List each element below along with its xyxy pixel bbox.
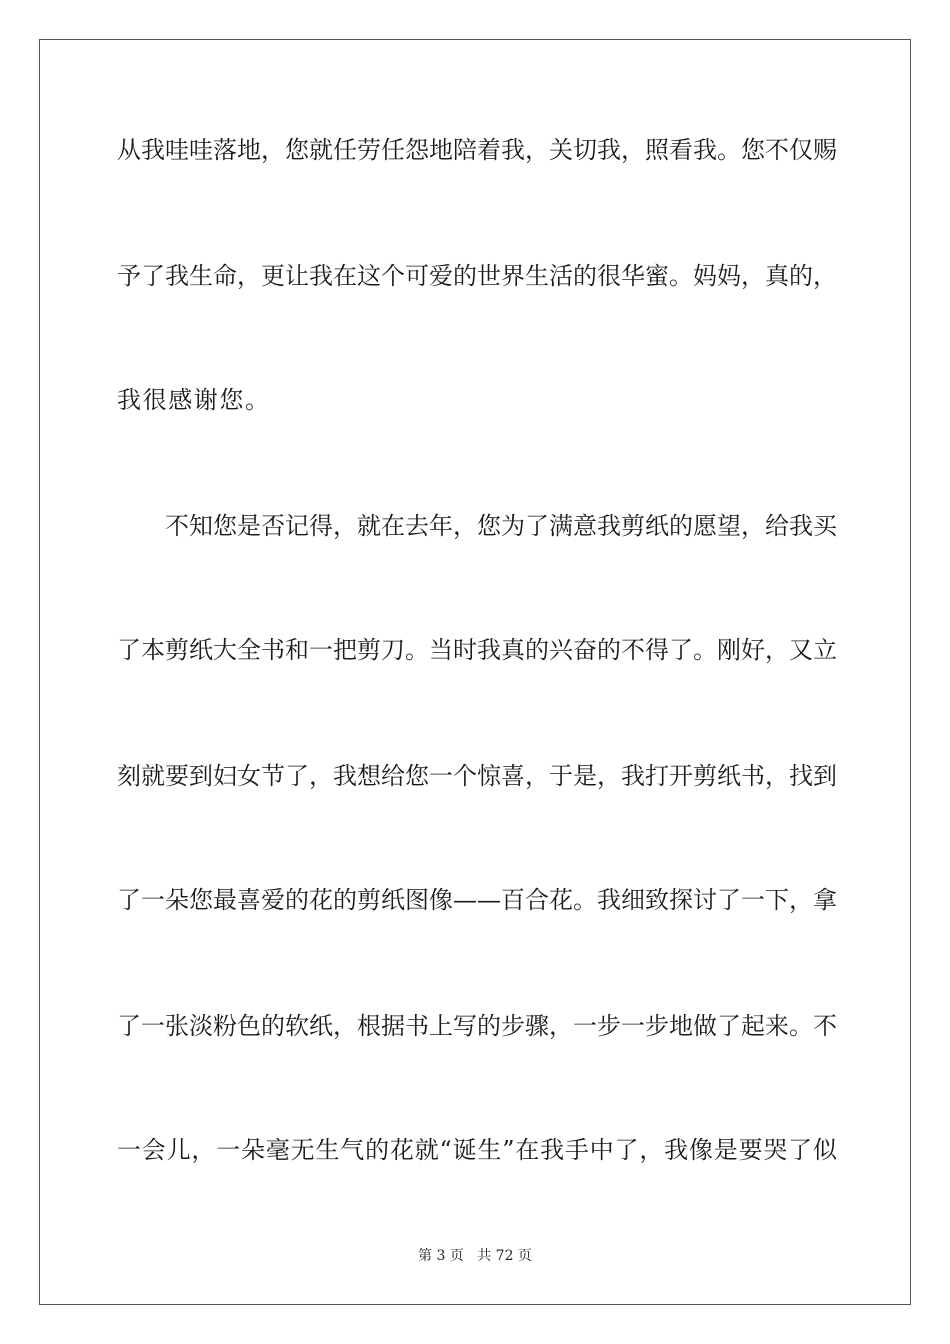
page-border — [39, 39, 911, 1305]
text-line-8: 了一张淡粉色的软纸，根据书上写的步骤，一步一步地做了起来。不 — [117, 1012, 837, 1040]
text-line-4: 不知您是否记得，就在去年，您为了满意我剪纸的愿望，给我买 — [165, 512, 837, 540]
text-line-1: 从我哇哇落地，您就任劳任怨地陪着我，关切我，照看我。您不仅赐 — [117, 136, 837, 164]
total-pages: 共 72 页 — [477, 1248, 532, 1264]
text-line-2: 予了我生命，更让我在这个可爱的世界生活的很华蜜。妈妈，真的， — [117, 262, 837, 290]
text-line-9: 一会儿，一朵毫无生气的花就“诞生”在我手中了，我像是要哭了似 — [117, 1136, 837, 1164]
page-footer — [0, 1247, 950, 1265]
text-line-5: 了本剪纸大全书和一把剪刀。当时我真的兴奋的不得了。刚好，又立 — [117, 636, 837, 664]
text-line-7: 了一朵您最喜爱的花的剪纸图像——百合花。我细致探讨了一下，拿 — [117, 886, 837, 914]
text-line-3: 我很感谢您。 — [117, 386, 271, 414]
text-line-6: 刻就要到妇女节了，我想给您一个惊喜，于是，我打开剪纸书，找到 — [117, 762, 837, 790]
page-number: 第 3 页 — [418, 1248, 464, 1264]
